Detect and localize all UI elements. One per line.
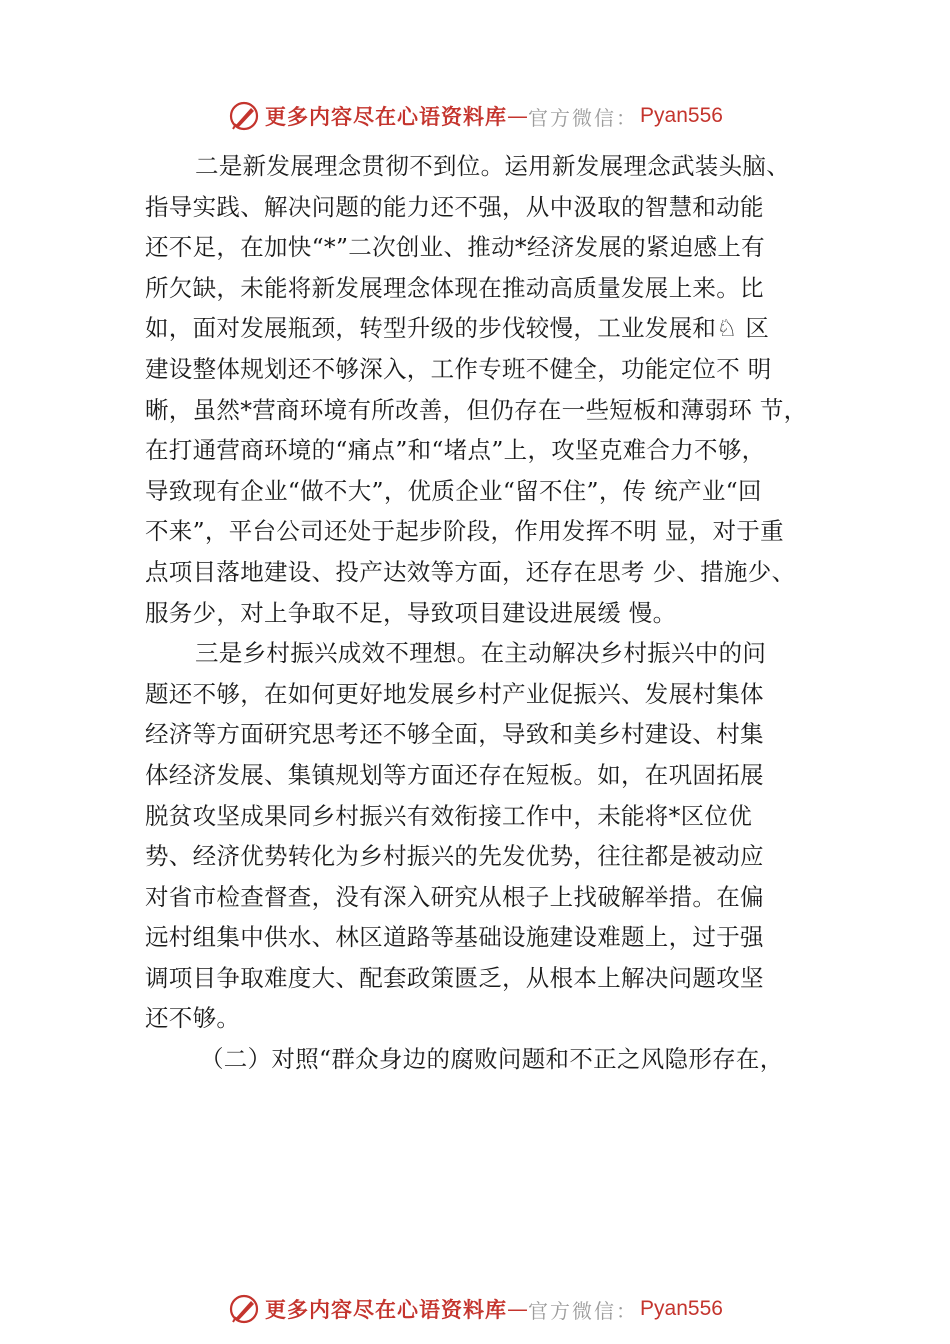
wechat-label: 官方微信：: [528, 1298, 639, 1323]
brand-text: 更多内容尽在心语资料库: [265, 104, 508, 129]
text-line: 势、经济优势转化为乡村振兴的先发优势，往往都是被动应: [145, 842, 764, 871]
text-line: 二是新发展理念贯彻不到位。运用新发展理念武装头脑、: [195, 152, 790, 180]
top-banner: [0, 96, 950, 136]
text-line: 所欠缺，未能将新发展理念体现在推动高质量发展上来。比: [145, 273, 764, 302]
text-line: 题还不够，在如何更好地发展乡村产业促振兴、发展村集体: [145, 679, 764, 708]
text-line: 服务少，对上争取不足，导致项目建设进展缓 慢。: [145, 598, 677, 627]
text-line: 指导实践、解决问题的能力还不强，从中汲取的智慧和动能: [145, 192, 764, 221]
section-heading: [145, 1039, 845, 1080]
paragraph-two: [145, 146, 845, 633]
document-body: [145, 146, 845, 1080]
wechat-id: Pyan556: [640, 104, 723, 127]
wechat-label: 官方微信：: [528, 105, 639, 130]
quill-pen-icon: [227, 1292, 261, 1326]
text-line: 体经济发展、集镇规划等方面还存在短板。如，在巩固拓展: [145, 760, 764, 789]
heading-line: （二）对照“群众身边的腐败问题和不正之风隐形存在，: [200, 1045, 784, 1074]
quill-pen-icon: [227, 99, 261, 133]
text-line: 三是乡村振兴成效不理想。在主动解决乡村振兴中的问: [195, 639, 767, 668]
text-line: 导致现有企业“做不大”，优质企业“留不住”，传 统产业“回: [145, 476, 762, 505]
text-line: 点项目落地建设、投产达效等方面，还存在思考 少、措施少、: [145, 557, 796, 586]
text-line: 不来”，平台公司还处于起步阶段，作用发挥不明 显，对于重: [145, 517, 784, 546]
paragraph-three: [145, 633, 845, 1039]
banner-separator: —: [507, 1297, 529, 1321]
brand-text: 更多内容尽在心语资料库: [265, 1297, 508, 1322]
text-line: 建设整体规划还不够深入，工作专班不健全，功能定位不 明: [145, 354, 772, 383]
text-line: 脱贫攻坚成果同乡村振兴有效衔接工作中，未能将*区位优: [145, 801, 753, 830]
text-line: 还不足，在加快“*”二次创业、推动*经济发展的紧迫感上有: [145, 233, 765, 262]
wechat-id: Pyan556: [640, 1297, 723, 1320]
bottom-banner: [0, 1289, 950, 1329]
text-line: 在打通营商环境的“痛点”和“堵点”上，攻坚克难合力不够，: [145, 436, 766, 465]
text-line: 远村组集中供水、林区道路等基础设施建设难题上，过于强: [145, 923, 764, 952]
text-line: 调项目争取难度大、配套政策匮乏，从根本上解决问题攻坚: [145, 963, 764, 992]
text-line: 晰，虽然*营商环境有所改善，但仍存在一些短板和薄弱环 节，: [145, 395, 808, 424]
text-line: 对省市检查督查，没有深入研究从根子上找破解举措。在偏: [145, 882, 764, 911]
text-line: 如，面对发展瓶颈，转型升级的步伐较慢，工业发展和♘ 区: [145, 314, 770, 343]
text-line: 还不够。: [145, 1004, 241, 1033]
banner-separator: —: [507, 104, 529, 128]
text-line: 经济等方面研究思考还不够全面，导致和美乡村建设、村集: [145, 720, 764, 749]
